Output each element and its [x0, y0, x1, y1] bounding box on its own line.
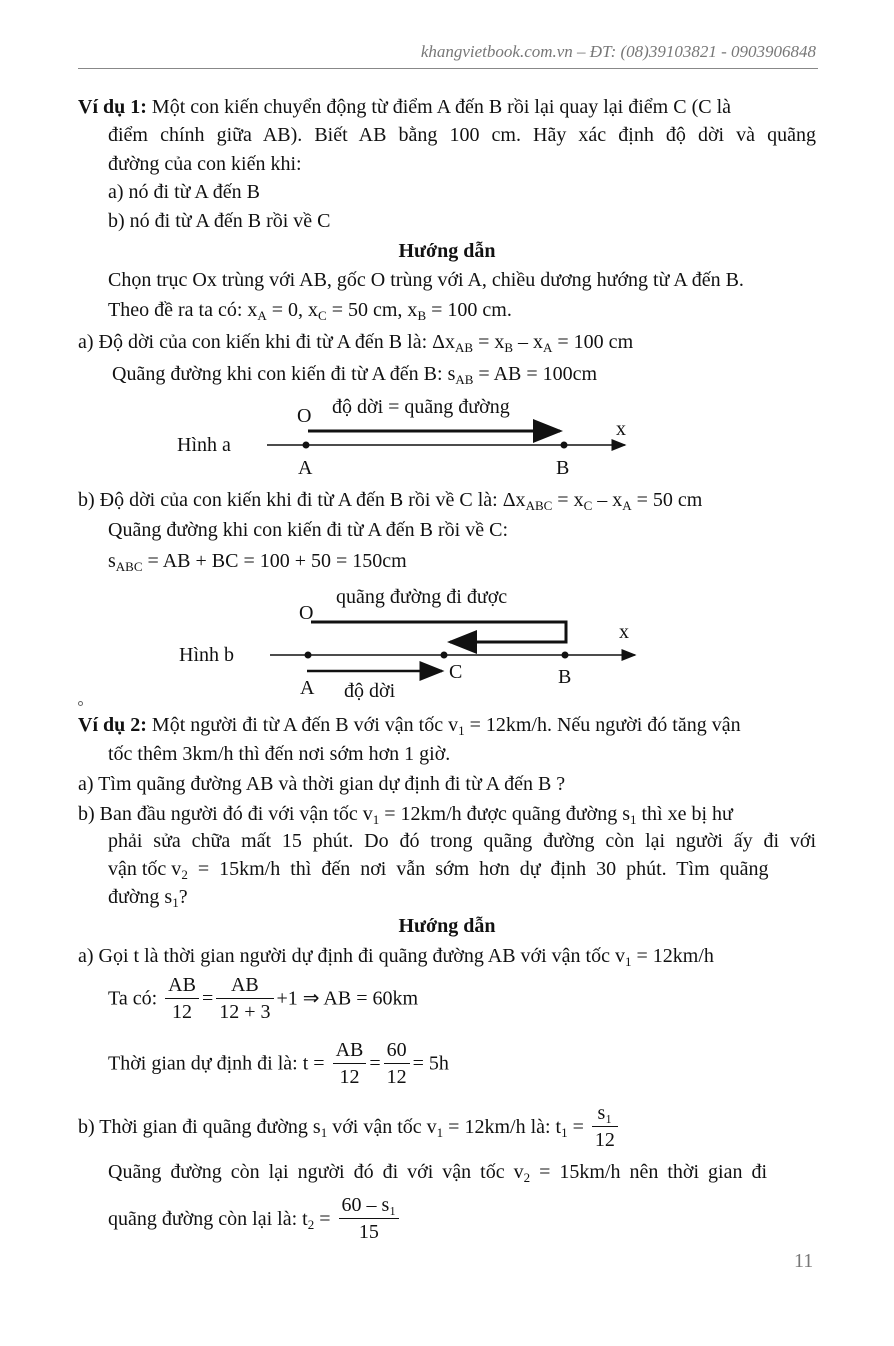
- example1-label: Ví dụ 1: [78, 96, 141, 118]
- fraction: $\frac{AB}{12}$: [333, 1037, 367, 1090]
- example1-displacement-b: b) Độ dời của con kiến khi đi từ A đến B rồi về C là: $\Delta x_{ABC} = x_C - x_A = 50$ cm: [78, 489, 703, 513]
- page-header: khangvietbook.com.vn – ĐT: (08)39103821 - 0903906848: [420, 42, 816, 61]
- label-b: B: [558, 666, 572, 688]
- header-rule: [78, 68, 818, 69]
- stray-dot: [78, 701, 83, 706]
- example1-displacement-a: a) Độ dời của con kiến khi đi từ A đến B là: $\Delta x_{AB} = x_B - x_A = 100$ cm: [78, 331, 634, 355]
- example2-guide-title: Hướng dẫn: [398, 915, 496, 937]
- equation-1: Ta có: $\frac{AB}{12}$ = $\frac{AB}{12 + 3}$ +1 ⇒ AB = 60km: [108, 974, 419, 1023]
- example1-guide2: Theo đề ra ta có: $x_A = 0$, $x_C = 50$ cm, $x_B = 100$ cm.: [108, 299, 512, 323]
- label-o: O: [299, 602, 314, 624]
- point-a: [303, 442, 310, 449]
- fraction: $\frac{\text{60 – s₁}}{15}$: [339, 1192, 400, 1245]
- label-c: C: [449, 661, 463, 683]
- fraction: $\frac{AB}{12 + 3}$: [216, 972, 273, 1025]
- example2-item-b2: phải sửa chữa mất 15 phút. Do đó trong quãng đường còn lại người ấy đi với: [108, 830, 816, 852]
- figure-b-caption: Hình b: [179, 644, 234, 666]
- example2-item-b3: vận tốc $v_2 = 15km/h$ thì đến nơi vẫn sớm hơn dự định 30 phút. Tìm quãng: [108, 858, 769, 882]
- point-a: [305, 652, 312, 659]
- example1-line1: Ví dụ 1: Một con kiến chuyển động từ điểm A đến B rồi lại quay lại điểm C (C là: [78, 96, 732, 118]
- arrow-label: độ dời = quãng đường: [332, 396, 510, 418]
- guide-b-line3: quãng đường còn lại là: $t_2$ = $\frac{\text{60 – s₁}}{15}$: [108, 1192, 402, 1245]
- example2-line1: Ví dụ 2: Một người đi từ A đến B với vận tốc $v_1 = 12km/h$. Nếu người đó tăng vận: [78, 714, 741, 738]
- example2-item-b4: đường $s_1$?: [108, 886, 188, 910]
- point-b: [562, 652, 569, 659]
- example1-item-a: a) nó đi từ A đến B: [108, 181, 260, 203]
- example1-guide1: Chọn trục Ox trùng với AB, gốc O trùng với A, chiều dương hướng từ A đến B.: [108, 269, 744, 291]
- equation-2: Thời gian dự định đi là: t = $\frac{AB}{12}$ = $\frac{60}{12}$ = 5h: [108, 1039, 449, 1088]
- example1-guide-title: Hướng dẫn: [398, 240, 496, 262]
- example2-guide-a: a) Gọi t là thời gian người dự định đi quãng đường AB với vận tốc $v_1 = 12km/h$: [78, 945, 714, 969]
- guide-b-line2: Quãng đường còn lại người đó đi với vận tốc $v_2 = 15km/h$ nên thời gian đi: [108, 1161, 768, 1185]
- example2-line2: tốc thêm 3km/h thì đến nơi sớm hơn 1 giờ.: [108, 743, 451, 765]
- example1-path-a: Quãng đường khi con kiến đi từ A đến B: $s_{AB}$ = AB = 100cm: [112, 363, 598, 387]
- guide-b-line1: b) Thời gian đi quãng đường $s_1$ với vận tốc $v_1 = 12km/h$ là: $t_1$ = $\frac{\text{s₁}}{12}$: [78, 1100, 621, 1153]
- figure-b: [160, 582, 660, 707]
- example1-line2: điểm chính giữa AB). Biết AB bằng 100 cm. Hãy xác định độ dời và quãng: [108, 124, 816, 146]
- point-c: [441, 652, 448, 659]
- label-o: O: [297, 405, 312, 427]
- page-number: 11: [794, 1250, 814, 1272]
- label-a: A: [298, 457, 313, 479]
- label-b: B: [556, 457, 570, 479]
- label-a: A: [300, 677, 315, 699]
- example2-item-a: a) Tìm quãng đường AB và thời gian dự định đi từ A đến B ?: [78, 773, 566, 795]
- label-x: x: [619, 621, 629, 643]
- figure-a: [160, 390, 660, 485]
- label-x: x: [616, 418, 626, 440]
- example1-line3: đường của con kiến khi:: [108, 153, 302, 175]
- fraction: $\frac{60}{12}$: [384, 1037, 410, 1090]
- fraction: $\frac{\text{s₁}}{12}$: [592, 1100, 618, 1153]
- example2-item-b1: b) Ban đầu người đó đi với vận tốc $v_1 = 12km/h$ được quãng đường $s_1$ thì xe bị hư: [78, 803, 733, 827]
- path-arrow: [311, 622, 566, 642]
- path-label: quãng đường đi được: [336, 586, 508, 608]
- displacement-label: độ dời: [344, 680, 396, 702]
- example1-item-b: b) nó đi từ A đến B rồi về C: [108, 210, 331, 232]
- example1-path-b-formula: $s_{ABC}$ = AB + BC = 100 + 50 = 150cm: [108, 550, 407, 574]
- fraction: $\frac{AB}{12}$: [165, 972, 199, 1025]
- example2-label: Ví dụ 2: [78, 714, 141, 736]
- point-b: [561, 442, 568, 449]
- example1-path-b: Quãng đường khi con kiến đi từ A đến B rồi về C:: [108, 519, 508, 541]
- figure-a-caption: Hình a: [177, 434, 231, 456]
